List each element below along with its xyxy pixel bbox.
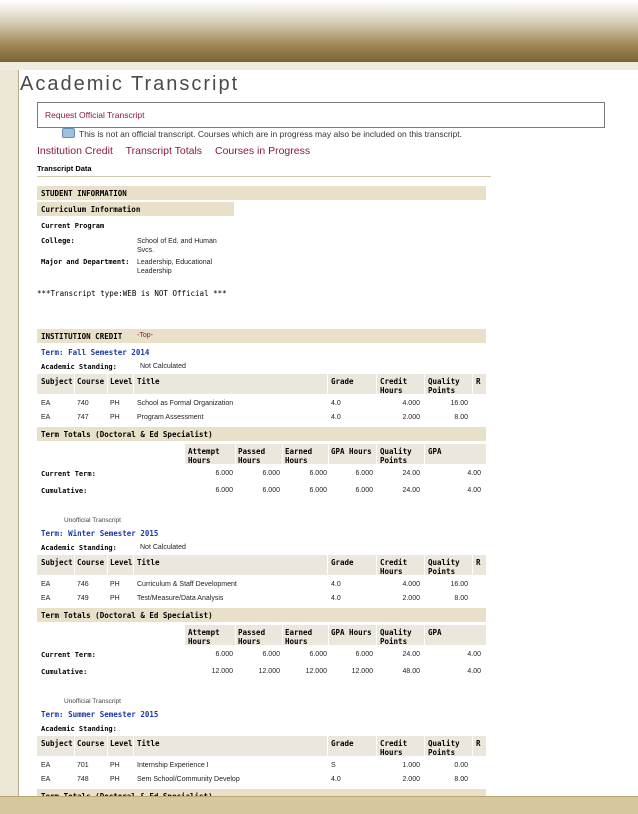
academic-standing-label: Academic Standing:: [41, 725, 117, 733]
institution-credit-header: INSTITUTION CREDIT: [37, 329, 486, 343]
totals-col-header: GPA: [428, 447, 442, 456]
totals-col-header: Passed: [238, 628, 266, 637]
section-nav: [37, 145, 320, 157]
col-header-qp: Quality: [428, 739, 460, 748]
request-official-transcript-link[interactable]: Request Official Transcript: [45, 110, 145, 120]
course-subject: EA: [41, 414, 51, 421]
course-title: Curriculum & Staff Development: [137, 581, 237, 588]
academic-standing-label: Academic Standing:: [41, 544, 117, 552]
course-title: Sem School/Community Develop: [137, 776, 240, 783]
col-header-credit: Credit: [380, 739, 408, 748]
column-separator: [74, 374, 75, 394]
current-value: 24.00: [402, 651, 420, 658]
col-header-qp-2: Points: [428, 748, 456, 757]
col-header-level: Level: [110, 377, 133, 386]
col-header-r: R: [476, 558, 481, 567]
column-separator: [74, 736, 75, 756]
course-subject: EA: [41, 400, 51, 407]
transcript-type: ***Transcript type:WEB is NOT Official ***: [37, 289, 227, 298]
course-level: PH: [110, 776, 120, 783]
course-number: 747: [77, 414, 89, 421]
course-quality-points: 8.00: [454, 595, 468, 602]
column-separator: [235, 444, 236, 464]
totals-col-header: Passed: [238, 447, 266, 456]
course-subject: EA: [41, 595, 51, 602]
course-level: PH: [110, 762, 120, 769]
col-header-credit-2: Hours: [380, 386, 403, 395]
cumulative-value: 6.000: [262, 487, 280, 494]
col-header-credit: Credit: [380, 377, 408, 386]
current-value: 6.000: [215, 470, 233, 477]
course-quality-points: 8.00: [454, 414, 468, 421]
course-level: PH: [110, 595, 120, 602]
col-header-title: Title: [137, 558, 160, 567]
left-margin: [0, 70, 18, 813]
curriculum-header: Curriculum Information: [37, 202, 234, 216]
column-separator: [133, 555, 134, 575]
totals-col-header: GPA: [428, 628, 442, 637]
info-note: [62, 128, 462, 139]
major-label: Major and Department:: [41, 258, 130, 266]
totals-col-header-2: Points: [380, 637, 408, 646]
totals-col-header-2: Points: [380, 456, 408, 465]
column-separator: [327, 374, 328, 394]
course-number: 748: [77, 776, 89, 783]
course-grade: S: [331, 762, 336, 769]
cumulative-label: Cumulative:: [41, 487, 88, 495]
course-credit-hours: 4.000: [402, 581, 420, 588]
course-credit-hours: 1.000: [402, 762, 420, 769]
totals-col-header-2: Hours: [188, 637, 211, 646]
term-title: Term: Fall Semester 2014: [41, 348, 150, 357]
col-header-course: Course: [77, 739, 105, 748]
nav-courses-in-progress[interactable]: Courses in Progress: [214, 145, 311, 157]
col-header-grade: Grade: [331, 558, 354, 567]
course-level: PH: [110, 414, 120, 421]
col-header-qp: Quality: [428, 377, 460, 386]
major-value: Leadership, Educational Leadership: [137, 259, 213, 275]
totals-col-header-2: Hours: [285, 456, 308, 465]
current-value: 4.00: [467, 470, 481, 477]
column-separator: [74, 555, 75, 575]
totals-col-header-2: Hours: [238, 456, 261, 465]
current-value: 6.000: [262, 470, 280, 477]
course-quality-points: 8.00: [454, 776, 468, 783]
current-value: 6.000: [355, 651, 373, 658]
footer-band: [0, 796, 638, 814]
cumulative-value: 12.000: [351, 668, 373, 675]
cumulative-value: 12.000: [305, 668, 327, 675]
column-separator: [424, 374, 425, 394]
column-separator: [424, 444, 425, 464]
totals-col-header: GPA Hours: [331, 447, 372, 456]
col-header-qp: Quality: [428, 558, 460, 567]
col-header-credit-2: Hours: [380, 748, 403, 757]
column-separator: [424, 736, 425, 756]
header-banner: [0, 0, 638, 62]
top-link[interactable]: -Top-: [137, 332, 153, 339]
column-separator: [376, 736, 377, 756]
course-quality-points: 0.00: [454, 762, 468, 769]
totals-col-header: Quality: [380, 628, 412, 637]
course-grade: 4.0: [331, 595, 341, 602]
column-separator: [282, 625, 283, 645]
course-table-header: [37, 736, 486, 756]
divider: [37, 176, 491, 177]
academic-standing-value: Not Calculated: [140, 544, 186, 551]
course-subject: EA: [41, 581, 51, 588]
column-separator: [107, 736, 108, 756]
column-separator: [376, 625, 377, 645]
college-label: College:: [41, 237, 75, 245]
cumulative-value: 6.000: [309, 487, 327, 494]
course-number: 701: [77, 762, 89, 769]
course-title: Test/Measure/Data Analysis: [137, 595, 224, 602]
course-credit-hours: 4.000: [402, 400, 420, 407]
totals-col-header: Quality: [380, 447, 412, 456]
totals-col-header-2: Hours: [285, 637, 308, 646]
transcript-data-label: Transcript Data: [37, 164, 92, 173]
totals-col-header: Earned: [285, 447, 313, 456]
nav-transcript-totals[interactable]: Transcript Totals: [125, 145, 203, 157]
current-value: 6.000: [262, 651, 280, 658]
current-label: Current Term:: [41, 470, 96, 478]
col-header-course: Course: [77, 377, 105, 386]
current-value: 6.000: [309, 651, 327, 658]
current-value: 6.000: [215, 651, 233, 658]
term-title: Term: Summer Semester 2015: [41, 710, 159, 719]
column-separator: [235, 625, 236, 645]
note-text: This is not an official transcript. Courses which are in progress may also be included on this transcript.: [79, 129, 462, 139]
term-title: Term: Winter Semester 2015: [41, 529, 159, 538]
cumulative-value: 12.000: [211, 668, 233, 675]
term-totals-title: Term Totals (Doctoral & Ed Specialist): [41, 430, 213, 439]
course-grade: 4.0: [331, 400, 341, 407]
column-separator: [133, 736, 134, 756]
col-header-subject: Subject: [41, 558, 73, 567]
course-quality-points: 16.00: [450, 581, 468, 588]
student-info-header: STUDENT INFORMATION: [37, 186, 486, 200]
course-level: PH: [110, 400, 120, 407]
academic-standing-value: Not Calculated: [140, 363, 186, 370]
course-title: School as Formal Organization: [137, 400, 234, 407]
unofficial-transcript-label: Unofficial Transcript: [64, 517, 121, 524]
cumulative-value: 48.00: [402, 668, 420, 675]
course-credit-hours: 2.000: [402, 414, 420, 421]
column-separator: [107, 555, 108, 575]
course-number: 740: [77, 400, 89, 407]
course-title: Program Assessment: [137, 414, 204, 421]
cumulative-value: 4.00: [467, 487, 481, 494]
cumulative-value: 6.000: [355, 487, 373, 494]
totals-col-header-2: Hours: [238, 637, 261, 646]
totals-col-header: Attempt: [188, 447, 220, 456]
course-table-header: [37, 555, 486, 575]
column-separator: [472, 736, 473, 756]
current-program-label: Current Program: [41, 222, 105, 230]
course-subject: EA: [41, 776, 51, 783]
column-separator: [472, 374, 473, 394]
college-value: School of Ed. and Human Svcs.: [137, 238, 217, 254]
cumulative-value: 6.000: [215, 487, 233, 494]
course-title: Internship Experience I: [137, 762, 209, 769]
course-subject: EA: [41, 762, 51, 769]
cumulative-value: 24.00: [402, 487, 420, 494]
course-credit-hours: 2.000: [402, 595, 420, 602]
col-header-credit: Credit: [380, 558, 408, 567]
col-header-qp-2: Points: [428, 567, 456, 576]
cumulative-value: 12.000: [258, 668, 280, 675]
col-header-level: Level: [110, 558, 133, 567]
col-header-r: R: [476, 739, 481, 748]
cumulative-label: Cumulative:: [41, 668, 88, 676]
col-header-course: Course: [77, 558, 105, 567]
column-separator: [328, 625, 329, 645]
current-value: 6.000: [355, 470, 373, 477]
header-divider: [0, 62, 638, 70]
column-separator: [133, 374, 134, 394]
course-grade: 4.0: [331, 414, 341, 421]
term-totals-header: [37, 608, 486, 622]
course-number: 746: [77, 581, 89, 588]
col-header-subject: Subject: [41, 377, 73, 386]
course-quality-points: 16.00: [450, 400, 468, 407]
course-level: PH: [110, 581, 120, 588]
course-credit-hours: 2.000: [402, 776, 420, 783]
col-header-credit-2: Hours: [380, 567, 403, 576]
totals-col-header: GPA Hours: [331, 628, 372, 637]
col-header-qp-2: Points: [428, 386, 456, 395]
course-table-header: [37, 374, 486, 394]
column-separator: [282, 444, 283, 464]
column-separator: [376, 374, 377, 394]
cumulative-value: 4.00: [467, 668, 481, 675]
term-totals-header: [37, 427, 486, 441]
col-header-title: Title: [137, 739, 160, 748]
col-header-subject: Subject: [41, 739, 73, 748]
column-separator: [327, 736, 328, 756]
column-separator: [472, 555, 473, 575]
col-header-title: Title: [137, 377, 160, 386]
academic-standing-label: Academic Standing:: [41, 363, 117, 371]
page-title: Academic Transcript: [20, 73, 240, 95]
current-value: 24.00: [402, 470, 420, 477]
column-separator: [424, 625, 425, 645]
course-grade: 4.0: [331, 581, 341, 588]
unofficial-transcript-label: Unofficial Transcript: [64, 698, 121, 705]
request-box: [37, 102, 605, 128]
column-separator: [376, 555, 377, 575]
totals-col-header-2: Hours: [188, 456, 211, 465]
nav-institution-credit[interactable]: Institution Credit: [37, 145, 113, 157]
column-separator: [107, 374, 108, 394]
term-totals-title: Term Totals (Doctoral & Ed Specialist): [41, 611, 213, 620]
col-header-r: R: [476, 377, 481, 386]
current-value: 6.000: [309, 470, 327, 477]
course-number: 749: [77, 595, 89, 602]
column-separator: [328, 444, 329, 464]
col-header-grade: Grade: [331, 377, 354, 386]
column-separator: [424, 555, 425, 575]
column-separator: [327, 555, 328, 575]
totals-col-header: Earned: [285, 628, 313, 637]
note-icon: [62, 128, 75, 138]
current-value: 4.00: [467, 651, 481, 658]
col-header-grade: Grade: [331, 739, 354, 748]
column-separator: [376, 444, 377, 464]
current-label: Current Term:: [41, 651, 96, 659]
totals-col-header: Attempt: [188, 628, 220, 637]
course-grade: 4.0: [331, 776, 341, 783]
col-header-level: Level: [110, 739, 133, 748]
